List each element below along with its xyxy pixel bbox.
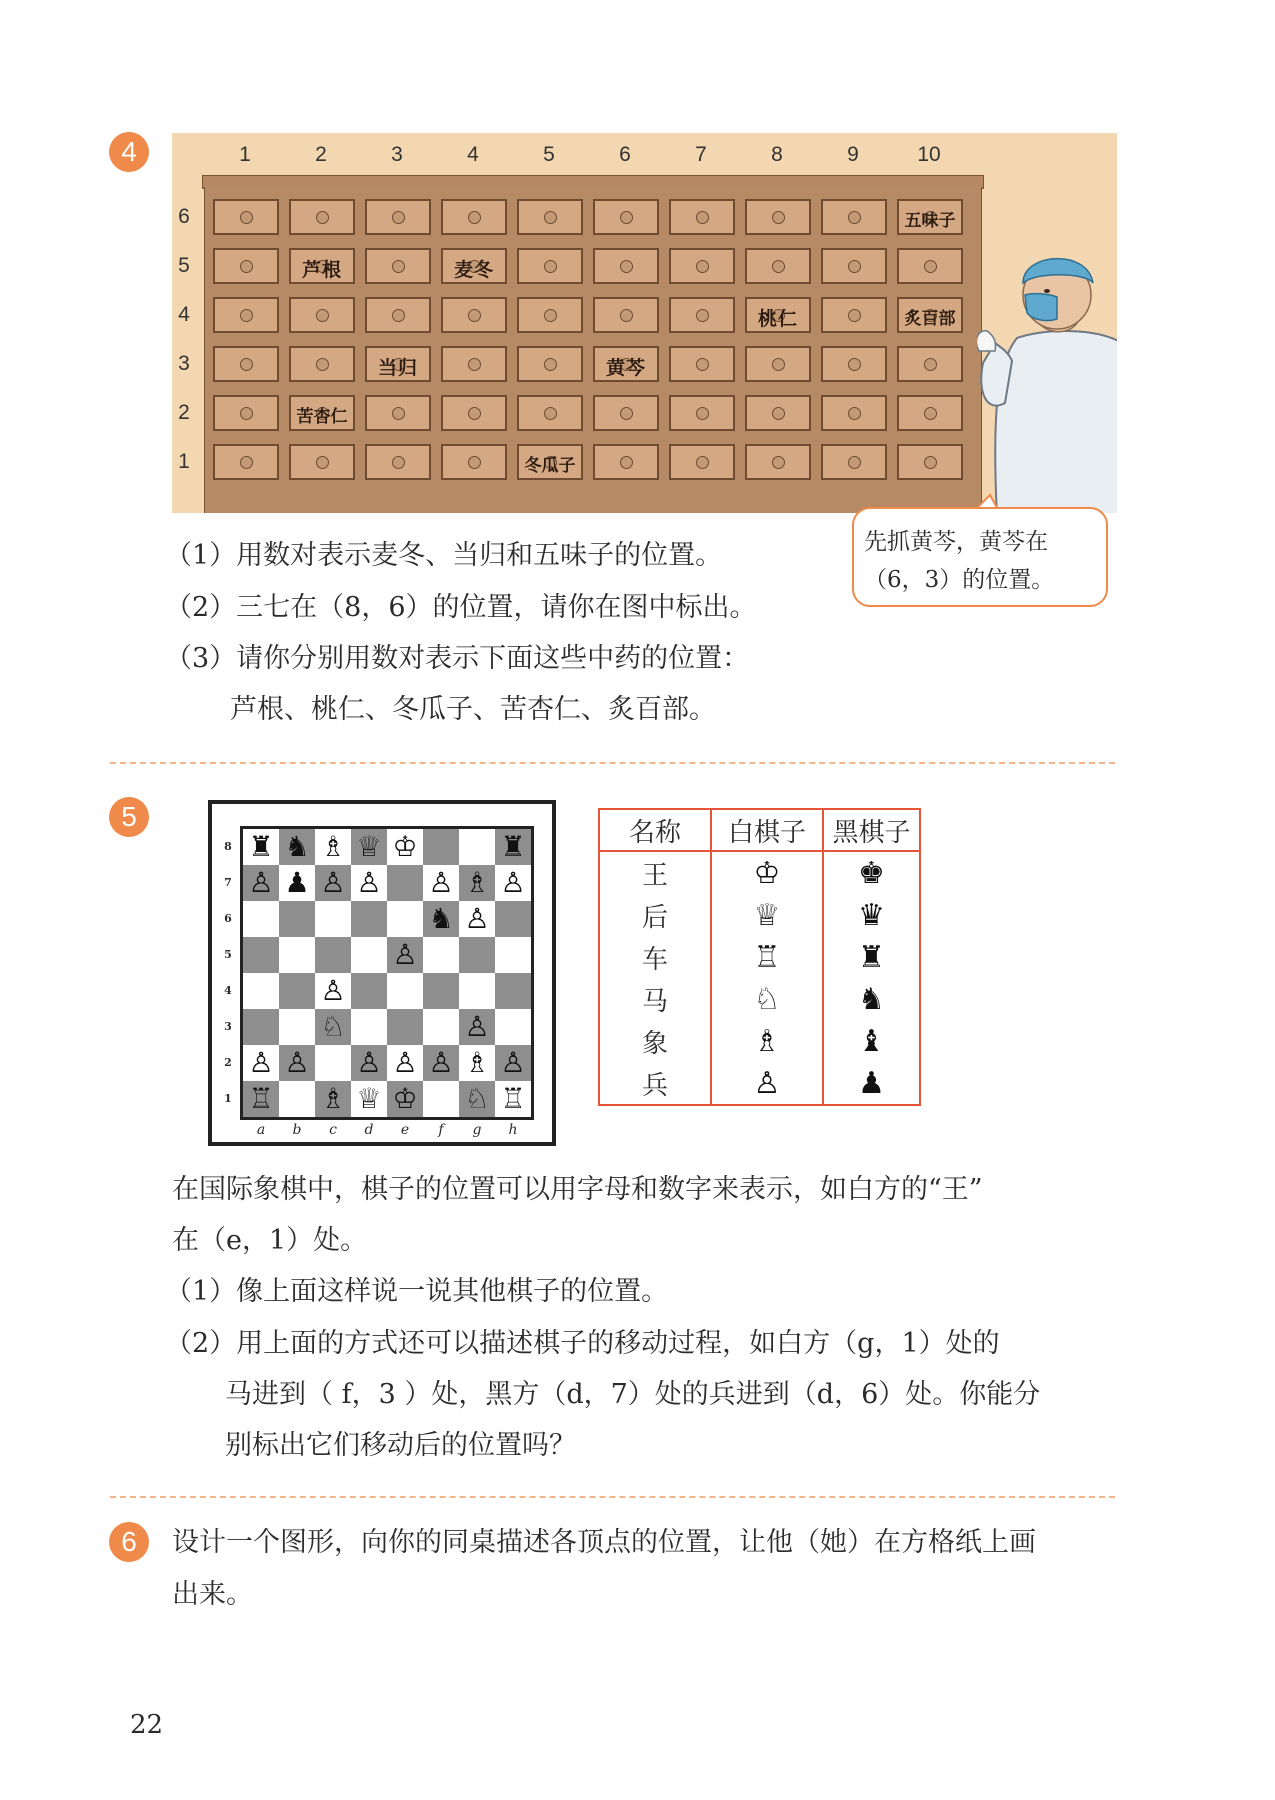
chess-piece: ♗ xyxy=(320,830,346,863)
drawer xyxy=(441,248,507,284)
board-square xyxy=(351,973,387,1009)
drawer xyxy=(517,395,583,431)
drawer xyxy=(897,444,963,480)
file-label: f xyxy=(438,1122,444,1138)
black-piece-icon: ♚ xyxy=(823,851,920,894)
drawer xyxy=(669,248,735,284)
column-number: 3 xyxy=(391,143,403,166)
row-number: 5 xyxy=(178,254,190,277)
ex6-line-1: 设计一个图形，向你的同桌描述各顶点的位置，让他（她）在方格纸上画 xyxy=(172,1527,1036,1558)
drawer-knob xyxy=(392,456,405,469)
drawer xyxy=(593,346,659,382)
chess-piece: ♙ xyxy=(320,974,346,1007)
rank-label: 7 xyxy=(224,876,232,889)
chess-piece-table-body xyxy=(599,851,920,1105)
column-number: 8 xyxy=(771,143,783,166)
drawer xyxy=(669,346,735,382)
drawer-label: 苦杏仁 xyxy=(296,407,348,427)
chess-piece: ♜ xyxy=(248,830,274,863)
piece-name: 象 xyxy=(599,1020,711,1062)
header-name: 名称 xyxy=(599,809,711,851)
drawer-knob xyxy=(392,211,405,224)
white-piece-icon: ♙ xyxy=(711,1062,823,1105)
chess-piece: ♙ xyxy=(356,866,382,899)
chess-piece: ♞ xyxy=(428,902,454,935)
exercise-6-badge: 6 xyxy=(109,1522,149,1562)
rank-label: 4 xyxy=(224,984,232,997)
chess-piece: ♙ xyxy=(464,1010,490,1043)
black-piece-icon: ♛ xyxy=(823,894,920,936)
board-square xyxy=(279,973,315,1009)
board-square xyxy=(279,1009,315,1045)
white-piece-icon: ♗ xyxy=(711,1020,823,1062)
chess-piece-table xyxy=(598,808,921,1106)
drawer-knob xyxy=(848,358,861,371)
white-piece-icon: ♘ xyxy=(711,978,823,1020)
drawer-knob xyxy=(392,309,405,322)
drawer-label: 桃仁 xyxy=(757,308,798,330)
board-square xyxy=(351,901,387,937)
ex5-question-2a: （2）用上面的方式还可以描述棋子的移动过程，如白方（g，1）处的 xyxy=(165,1328,1000,1359)
ex5-paragraph-2: 在（e，1）处。 xyxy=(172,1225,368,1256)
drawer-knob xyxy=(316,358,329,371)
row-number: 3 xyxy=(178,352,190,375)
ex4-question-2: （2）三七在（8，6）的位置，请你在图中标出。 xyxy=(165,592,757,623)
drawer-knob xyxy=(620,211,633,224)
drawer-knob xyxy=(772,456,785,469)
drawer xyxy=(365,395,431,431)
chess-piece: ♕ xyxy=(356,830,382,863)
cabinet-drawers xyxy=(204,187,982,513)
white-piece-icon: ♖ xyxy=(711,936,823,978)
row-number: 1 xyxy=(178,450,190,473)
drawer xyxy=(669,199,735,235)
drawer-knob xyxy=(544,407,557,420)
drawer xyxy=(745,199,811,235)
bubble-line-2: （6，3）的位置。 xyxy=(864,567,1055,593)
black-piece-icon: ♞ xyxy=(823,978,920,1020)
section-divider xyxy=(110,762,1115,764)
drawer xyxy=(517,199,583,235)
drawer-knob xyxy=(544,260,557,273)
drawer xyxy=(745,444,811,480)
drawer xyxy=(745,248,811,284)
drawer-knob xyxy=(696,211,709,224)
piece-name: 车 xyxy=(599,936,711,978)
drawer xyxy=(365,297,431,333)
drawer-knob xyxy=(468,456,481,469)
black-piece-icon: ♟ xyxy=(823,1062,920,1105)
drawer xyxy=(365,199,431,235)
drawer xyxy=(745,297,811,333)
drawer-knob xyxy=(240,407,253,420)
board-square xyxy=(279,1081,315,1117)
chess-piece: ♗ xyxy=(464,866,490,899)
drawer xyxy=(821,248,887,284)
table-row xyxy=(599,851,920,894)
chess-piece: ♙ xyxy=(248,1046,274,1079)
drawer-knob xyxy=(924,456,937,469)
drawer-label: 冬瓜子 xyxy=(524,456,576,476)
drawer-knob xyxy=(696,456,709,469)
board-square xyxy=(351,1009,387,1045)
table-row xyxy=(599,978,920,1020)
drawer-knob xyxy=(468,358,481,371)
board-square xyxy=(423,937,459,973)
rank-label: 1 xyxy=(224,1092,232,1105)
board-square xyxy=(495,1009,531,1045)
drawer xyxy=(517,444,583,480)
drawer-knob xyxy=(848,309,861,322)
drawer xyxy=(897,346,963,382)
white-piece-icon: ♕ xyxy=(711,894,823,936)
column-number: 2 xyxy=(315,143,327,166)
row-number: 6 xyxy=(178,205,190,228)
board-square xyxy=(315,937,351,973)
drawer-knob xyxy=(240,309,253,322)
drawer-knob xyxy=(696,260,709,273)
ex5-question-1: （1）像上面这样说一说其他棋子的位置。 xyxy=(165,1276,669,1307)
chess-piece: ♗ xyxy=(464,1046,490,1079)
board-square xyxy=(495,937,531,973)
file-label: h xyxy=(508,1122,518,1138)
chess-piece: ♔ xyxy=(392,1082,418,1115)
chess-piece: ♙ xyxy=(392,938,418,971)
drawer-knob xyxy=(772,358,785,371)
board-square xyxy=(459,937,495,973)
drawer xyxy=(365,346,431,382)
drawer-knob xyxy=(544,211,557,224)
rank-label: 5 xyxy=(224,948,232,961)
drawer xyxy=(441,395,507,431)
section-divider xyxy=(110,1496,1115,1498)
column-number: 9 xyxy=(847,143,859,166)
piece-name: 兵 xyxy=(599,1062,711,1105)
black-piece-icon: ♝ xyxy=(823,1020,920,1062)
table-row xyxy=(599,1062,920,1105)
drawer-knob xyxy=(392,260,405,273)
drawer-knob xyxy=(696,358,709,371)
drawer-label: 当归 xyxy=(377,357,418,379)
board-square xyxy=(387,973,423,1009)
file-label: d xyxy=(364,1122,374,1138)
drawer xyxy=(821,346,887,382)
board-square xyxy=(423,973,459,1009)
board-square xyxy=(495,973,531,1009)
board-square xyxy=(459,973,495,1009)
board-square xyxy=(351,937,387,973)
chess-piece: ♘ xyxy=(320,1010,346,1043)
drawer-knob xyxy=(316,456,329,469)
drawer-knob xyxy=(468,407,481,420)
table-row xyxy=(599,936,920,978)
board-square xyxy=(387,1009,423,1045)
drawer xyxy=(365,444,431,480)
drawer xyxy=(821,395,887,431)
chess-piece: ♙ xyxy=(392,1046,418,1079)
header-white: 白棋子 xyxy=(711,809,823,851)
drawer-knob xyxy=(696,407,709,420)
drawer-knob xyxy=(240,211,253,224)
drawer xyxy=(441,199,507,235)
table-row xyxy=(599,1020,920,1062)
drawer xyxy=(669,395,735,431)
ex6-line-2: 出来。 xyxy=(172,1579,253,1610)
drawer-knob xyxy=(696,309,709,322)
drawer xyxy=(517,248,583,284)
drawer-label: 五味子 xyxy=(904,211,956,231)
drawer xyxy=(593,395,659,431)
drawer-knob xyxy=(924,260,937,273)
chess-piece: ♙ xyxy=(464,902,490,935)
rank-label: 3 xyxy=(224,1020,232,1033)
board-square xyxy=(315,1045,351,1081)
drawer xyxy=(897,297,963,333)
drawer xyxy=(213,297,279,333)
column-number: 7 xyxy=(695,143,707,166)
drawer-knob xyxy=(620,456,633,469)
drawer xyxy=(213,346,279,382)
drawer xyxy=(593,297,659,333)
drawer-knob xyxy=(924,358,937,371)
medicine-cabinet-illustration xyxy=(172,133,1117,513)
drawer xyxy=(289,297,355,333)
chess-piece: ♜ xyxy=(500,830,526,863)
board-square xyxy=(279,937,315,973)
drawer-knob xyxy=(620,260,633,273)
drawer xyxy=(517,297,583,333)
drawer-knob xyxy=(848,260,861,273)
drawer xyxy=(821,444,887,480)
doctor-illustration xyxy=(977,243,1117,513)
drawer xyxy=(289,395,355,431)
drawer-label: 麦冬 xyxy=(453,259,494,281)
drawer-knob xyxy=(772,211,785,224)
drawer-label: 芦根 xyxy=(301,259,342,281)
chess-piece: ♕ xyxy=(356,1082,382,1115)
column-number: 1 xyxy=(239,143,251,166)
board-square xyxy=(387,901,423,937)
board-square xyxy=(243,973,279,1009)
drawer-knob xyxy=(848,456,861,469)
chess-piece: ♙ xyxy=(500,866,526,899)
drawer-knob xyxy=(240,456,253,469)
drawer-knob xyxy=(240,358,253,371)
chess-piece: ♗ xyxy=(320,1082,346,1115)
drawer xyxy=(897,395,963,431)
drawer xyxy=(441,297,507,333)
drawer-knob xyxy=(468,211,481,224)
drawer xyxy=(213,248,279,284)
drawer xyxy=(669,444,735,480)
drawer xyxy=(745,346,811,382)
file-label: a xyxy=(256,1122,266,1138)
drawer-knob xyxy=(772,260,785,273)
chess-piece: ♖ xyxy=(248,1082,274,1115)
drawer xyxy=(213,444,279,480)
drawer xyxy=(821,297,887,333)
ex5-question-2c: 别标出它们移动后的位置吗？ xyxy=(225,1430,576,1461)
board-square xyxy=(279,901,315,937)
drawer-knob xyxy=(848,407,861,420)
file-label: c xyxy=(329,1122,337,1138)
chess-piece: ♙ xyxy=(284,1046,310,1079)
table-row xyxy=(599,894,920,936)
board-square xyxy=(495,901,531,937)
drawer xyxy=(593,444,659,480)
drawer xyxy=(213,395,279,431)
chess-piece: ♙ xyxy=(428,866,454,899)
drawer-knob xyxy=(316,309,329,322)
column-number: 5 xyxy=(543,143,555,166)
chess-piece: ♖ xyxy=(500,1082,526,1115)
chess-board-figure xyxy=(208,800,556,1146)
chess-board xyxy=(240,826,534,1120)
drawer xyxy=(897,199,963,235)
chess-piece: ♙ xyxy=(320,866,346,899)
board-square xyxy=(423,1009,459,1045)
file-label: g xyxy=(472,1122,482,1138)
drawer xyxy=(365,248,431,284)
chess-piece: ♟ xyxy=(284,866,310,899)
board-square xyxy=(459,829,495,865)
drawer-knob xyxy=(392,407,405,420)
drawer-knob xyxy=(848,211,861,224)
chess-piece: ♔ xyxy=(392,830,418,863)
exercise-5-badge: 5 xyxy=(109,797,149,837)
chess-piece: ♙ xyxy=(428,1046,454,1079)
drawer xyxy=(593,199,659,235)
board-square xyxy=(243,901,279,937)
drawer-knob xyxy=(772,407,785,420)
drawer xyxy=(289,444,355,480)
piece-name: 马 xyxy=(599,978,711,1020)
column-number: 4 xyxy=(467,143,479,166)
rank-label: 6 xyxy=(224,912,232,925)
drawer-knob xyxy=(468,309,481,322)
drawer xyxy=(289,199,355,235)
page-number: 22 xyxy=(130,1710,164,1740)
chess-piece: ♘ xyxy=(464,1082,490,1115)
black-piece-icon: ♜ xyxy=(823,936,920,978)
drawer xyxy=(669,297,735,333)
piece-name: 王 xyxy=(599,851,711,894)
board-square xyxy=(315,901,351,937)
drawer xyxy=(289,346,355,382)
drawer xyxy=(213,199,279,235)
drawer xyxy=(745,395,811,431)
ex5-paragraph-1: 在国际象棋中，棋子的位置可以用字母和数字来表示，如白方的“王” xyxy=(172,1174,983,1205)
row-number: 2 xyxy=(178,401,190,424)
drawer xyxy=(897,248,963,284)
chess-piece: ♙ xyxy=(248,866,274,899)
rank-label: 8 xyxy=(224,840,232,853)
chess-piece: ♞ xyxy=(284,830,310,863)
drawer-knob xyxy=(620,407,633,420)
drawer-knob xyxy=(544,309,557,322)
board-square xyxy=(243,1009,279,1045)
header-black: 黑棋子 xyxy=(823,809,920,851)
board-square xyxy=(423,829,459,865)
drawer xyxy=(593,248,659,284)
ex5-question-2b: 马进到（ f，3 ）处，黑方（d，7）处的兵进到（d，6）处。你能分 xyxy=(225,1379,1041,1410)
drawer xyxy=(821,199,887,235)
column-number: 10 xyxy=(917,143,941,166)
speech-bubble xyxy=(852,507,1108,607)
drawer-knob xyxy=(924,407,937,420)
file-label: e xyxy=(400,1122,410,1138)
drawer xyxy=(441,444,507,480)
row-number: 4 xyxy=(178,303,190,326)
bubble-line-1: 先抓黄芩，黄芩在 xyxy=(864,529,1048,555)
drawer xyxy=(289,248,355,284)
drawer xyxy=(441,346,507,382)
drawer-knob xyxy=(620,309,633,322)
piece-name: 后 xyxy=(599,894,711,936)
board-square xyxy=(387,865,423,901)
ex4-question-1: （1）用数对表示麦冬、当归和五味子的位置。 xyxy=(165,540,723,571)
drawer-label: 炙百部 xyxy=(904,309,956,329)
rank-label: 2 xyxy=(224,1056,232,1069)
drawer-knob xyxy=(240,260,253,273)
chess-piece: ♙ xyxy=(356,1046,382,1079)
chess-piece: ♙ xyxy=(500,1046,526,1079)
drawer-knob xyxy=(316,211,329,224)
column-number: 6 xyxy=(619,143,631,166)
board-square xyxy=(423,1081,459,1117)
ex4-question-3: （3）请你分别用数对表示下面这些中药的位置： xyxy=(165,643,750,674)
board-square xyxy=(243,937,279,973)
table-header-row xyxy=(599,809,920,851)
drawer xyxy=(517,346,583,382)
drawer-label: 黄芩 xyxy=(605,357,646,379)
file-label: b xyxy=(292,1122,302,1138)
ex4-question-3-list: 芦根、桃仁、冬瓜子、苦杏仁、炙百部。 xyxy=(230,694,716,725)
white-piece-icon: ♔ xyxy=(711,851,823,894)
exercise-4-badge: 4 xyxy=(109,132,149,172)
drawer-knob xyxy=(544,358,557,371)
